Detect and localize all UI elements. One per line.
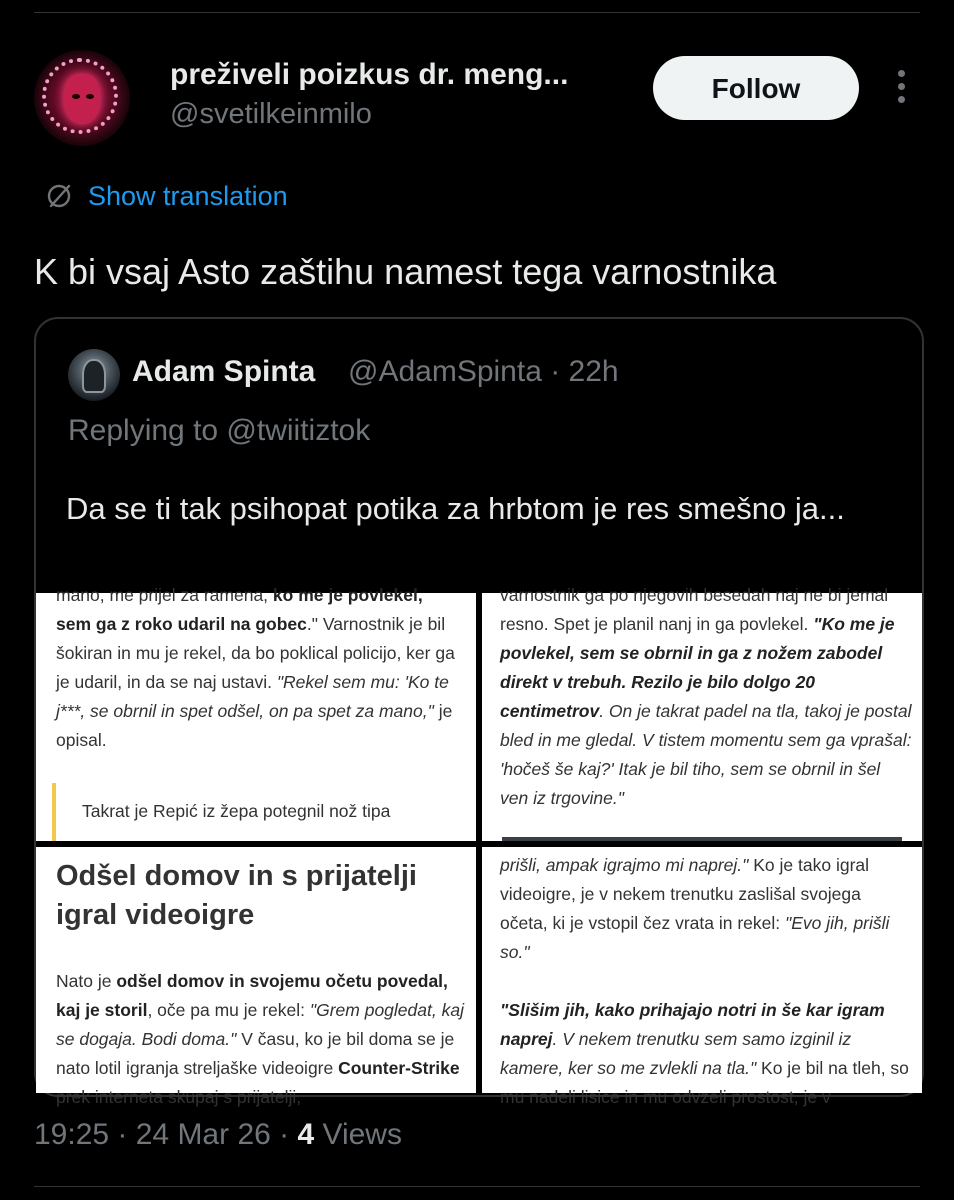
more-options-icon[interactable] (890, 70, 912, 106)
quote-bar (52, 783, 56, 841)
avatar-face (64, 74, 100, 124)
avatar-eye (72, 94, 80, 99)
quoted-handle-time[interactable]: @AdamSpinta · 22h (348, 355, 619, 388)
top-divider (34, 12, 920, 13)
avatar-eye (86, 94, 94, 99)
bottom-divider (34, 1186, 920, 1187)
article-quote-text: Takrat je Repić iz žepa potegnil nož tipa (82, 801, 391, 821)
article-text: Nato je odšel domov in svojemu očetu povedal, kaj je storil, oče pa mu je rekel: "Grem pogledat, kaj se dogaja. Bodi doma." V času, ko je bil doma se je nato lotil igranja streljaške videoigre Counter-Strike prek interneta skupaj s prijatelji, (56, 971, 464, 1107)
article-text: mano, me prijel za ramena, ko me je povlekel, sem ga z roko udaril na gobec." Varnostnik je bil šokiran in mu je rekel, da bo poklical policijo, ker ga je udaril, in da se naj ustavi. "Rekel sem mu: 'Ko te j***, se obrnil in spet odšel, on pa spet za mano," je opisal. (56, 585, 455, 750)
views-count[interactable]: 4 (297, 1118, 315, 1151)
translate-icon (44, 181, 74, 211)
avatar-hood-figure (82, 359, 106, 393)
article-text: varnostnik ga po njegovih besedah naj ne bi jemal resno. Spet je planil nanj in ga povlekel. "Ko me je povlekel, sem se obrnil in ga z nožem zabodel direkt v trebuh. Rezilo je bilo dolgo 20 centimetrov. On je takrat padel na tla, takoj je postal bled in me gledal. V tistem momentu sem ga vprašal: 'hočeš še kaj?' Itak je bil tiho, sem se obrnil in šel ven iz trgovine." (500, 585, 912, 808)
follow-button[interactable]: Follow (653, 56, 859, 120)
media-image-3[interactable] (36, 847, 476, 1107)
quoted-tweet-card[interactable] (34, 317, 924, 1107)
show-translation-link[interactable]: Show translation (88, 180, 288, 211)
timestamp[interactable]: 19:25 · 24 Mar 26 · (34, 1118, 298, 1151)
quoted-tweet-text: Da se ti tak psihopat potika za hrbtom je res smešno ja... (66, 491, 845, 526)
author-avatar[interactable] (34, 50, 130, 146)
author-display-name[interactable]: preživeli poizkus dr. meng... (170, 58, 569, 91)
quoted-author-avatar[interactable] (68, 349, 120, 401)
replying-to-label: Replying to @twiitiztok (68, 414, 371, 447)
tweet-meta (34, 1118, 402, 1152)
author-handle[interactable]: @svetilkeinmilo (170, 98, 372, 130)
article-heading: Odšel domov in s prijatelji igral videoigre (56, 860, 417, 931)
translate-row[interactable] (44, 176, 288, 216)
media-image-2[interactable] (482, 585, 922, 841)
tweet-text: K bi vsaj Asto zaštihu namest tega varnostnika (34, 251, 777, 292)
quoted-author-name[interactable]: Adam Spinta (132, 355, 316, 388)
divider-bar (502, 837, 902, 841)
media-image-4[interactable] (482, 847, 922, 1107)
media-grid[interactable] (36, 585, 922, 1107)
article-text: prišli, ampak igrajmo mi naprej." Ko je tako igral videoigre, je v nekem trenutku zaslišal svojega očeta, ki je vstopil čez vrata in rekel: "Evo jih, prišli so." "Slišim jih, kako prihajajo notri in še kar igram naprej. V nekem trenutku sem samo izginil iz kamere, ker so me zvlekli na tla." Ko je bil na tleh, so mu nadeli lisice in mu odvzeli prostost, je v (500, 855, 909, 1107)
media-image-1[interactable] (36, 585, 476, 841)
views-label: Views (314, 1118, 402, 1151)
